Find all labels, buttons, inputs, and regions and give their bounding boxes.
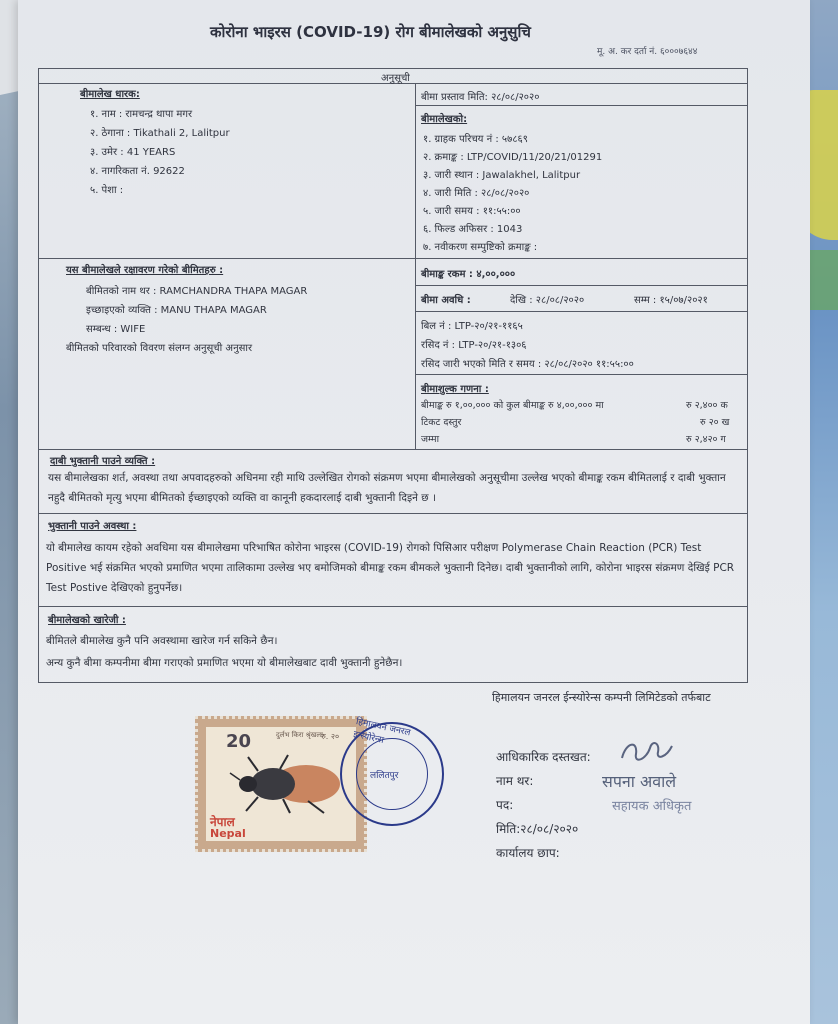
post-label: पद: — [496, 798, 514, 812]
signature-scribble-icon — [616, 734, 676, 770]
policy-holder-line: ३. उमेर : 41 YEARS — [90, 147, 176, 158]
proposal-date: बीमा प्रस्ताव मिति: २८/०८/२०२० — [421, 92, 540, 103]
policy-detail-line: १. ग्राहक परिचय नं : ५७८६९ — [423, 134, 528, 145]
company-line: हिमालयन जनरल ईन्स्योरेन्स कम्पनी लिमिटेडको तर्फबाट — [492, 691, 711, 704]
policy-holder-line: २. ठेगाना : Tikathali 2, Lalitpur — [90, 128, 230, 139]
insured-line: बीमितको परिवारको विवरण संलग्न अनुसूची अनुसार — [66, 343, 253, 354]
signed-name: सपना अवाले — [602, 772, 677, 791]
table-line — [38, 258, 748, 259]
stamp-caption: दुर्लभ किरा श्रृंखला — [276, 731, 323, 739]
policy-holder-line: ५. पेशा : — [90, 185, 124, 196]
claim-person-heading: दाबी भुक्तानी पाउने व्यक्ति : — [50, 456, 156, 467]
policy-holder-line: १. नाम : रामचन्द्र थापा मगर — [90, 109, 193, 120]
seal-center: ललितपुर — [370, 771, 399, 781]
table-line — [38, 606, 748, 607]
name-label: नाम थर: — [496, 774, 534, 788]
table-line — [415, 374, 748, 375]
insured-line: बीमितको नाम थर : RAMCHANDRA THAPA MAGAR — [86, 286, 308, 297]
policy-holder-heading: बीमालेख धारक: — [80, 89, 140, 100]
policy-detail-line: ७. नवीकरण सम्पुष्टिको क्रमाङ्क : — [423, 242, 538, 253]
table-line — [415, 311, 748, 312]
payment-condition-text: यो बीमालेख कायम रहेको अवधिमा यस बीमालेखमा परिभाषित कोरोना भाइरस (COVID-19) रोगको पिसिआर परीक्षण Polymerase Chain Reaction (PCR) Test Positive भई संक्रमित भएको प्रमाणित भएमा तालिकामा उल्लेख भए बमोजिमको बीमाङ्क रकम बीमकले भुक्तानी दिनेछ। दाबी भुक्तानीको लागि, कोरोना भाइरस संक्रमण देखिई PCR Test Postive देखिएको हुनुपर्नेछ। — [46, 542, 735, 594]
premium-heading: बीमाशुल्क गणना : — [421, 384, 489, 395]
table-line — [415, 105, 748, 106]
policy-detail-line: ६. फिल्ड अफिसर : 1043 — [423, 224, 523, 235]
stamp-value: 20 — [226, 731, 252, 752]
receipt-date: रसिद जारी भएको मिति र समय : २८/०८/२०२० ११:५५:०० — [421, 359, 634, 370]
insured-line: इच्छाइएको व्यक्ति : MANU THAPA MAGAR — [86, 305, 267, 316]
premium-row-label: बीमाङ्क रु १,००,००० को कुल बीमाङ्क रु ४,००,००० मा — [421, 400, 604, 411]
stamp-country-np: नेपाल — [210, 815, 235, 829]
premium-row-amount: रु २,४२० ग — [686, 434, 726, 445]
cancellation-line: अन्य कुनै बीमा कम्पनीमा बीमा गराएको प्रमाणित भएमा यो बीमालेखबाट दावी भुक्तानी हुनेछैन। — [46, 657, 403, 669]
schedule-label: अनुसूची — [381, 73, 410, 84]
stamp-value-np: रु. २० — [321, 732, 340, 741]
cancellation-line: बीमितले बीमालेख कुनै पनि अवस्थामा खारेज गर्न सकिने छैन। — [46, 635, 278, 647]
policy-holder-line: ४. नागरिकता नं. 92622 — [90, 166, 185, 177]
premium-row-label: जम्मा — [421, 434, 440, 445]
insured-heading: यस बीमालेखले रक्षावरण गरेको बीमितहरु : — [66, 265, 224, 276]
stamp-country: Nepal — [210, 827, 246, 840]
sum-insured: बीमाङ्क रकम : ४,००,००० — [421, 269, 516, 280]
signed-post: सहायक अधिकृत — [612, 799, 692, 814]
table-line — [415, 285, 748, 286]
period-from: देखि : २८/०८/२०२० — [510, 295, 585, 306]
receipt-number: रसिद नं : LTP-२०/२१-१३०६ — [421, 340, 527, 351]
policy-detail-line: ४. जारी मिति : २८/०८/२०२० — [423, 188, 530, 199]
bill-number: बिल नं : LTP-२०/२१-११६५ — [421, 321, 523, 332]
table-line — [415, 83, 416, 449]
company-seal — [340, 717, 444, 826]
period-to: सम्म : १५/०७/२०२१ — [634, 295, 708, 306]
premium-row-label: टिकट दस्तुर — [421, 417, 462, 428]
office-stamp-label: कार्यालय छाप: — [496, 846, 560, 860]
policy-detail-line: २. क्रमाङ्क : LTP/COVID/11/20/21/01291 — [423, 152, 603, 163]
claim-person-text: यस बीमालेखका शर्त, अवस्था तथा अपवादहरुको अधिनमा रही माथि उल्लेखित रोगको संक्रमण भएमा बीमालेखको अनुसूचीमा उल्लेख भएको बीमाङ्क रकम बीमितलाई र दाबी भुक्तान नहुदै बीमितको मृत्यु भएमा बीमितको ईच्छाइएको व्यक्ति वा कानूनी हकदारलाई दाबी भुक्तानी दिइने छ । — [48, 472, 726, 504]
document-title: कोरोना भाइरस (COVID-19) रोग बीमालेखको अनुसुचि — [210, 23, 531, 41]
beetle-icon — [228, 753, 348, 815]
cancellation-heading: बीमालेखको खारेजी : — [48, 615, 126, 626]
auth-sign-label: आधिकारिक दस्तखत: — [496, 750, 591, 764]
payment-condition-heading: भुक्तानी पाउने अवस्था : — [48, 521, 137, 532]
premium-row-amount: रु २० ख — [700, 417, 730, 428]
insured-line: सम्बन्ध : WIFE — [86, 324, 146, 335]
policy-details-heading: बीमालेखको: — [421, 114, 468, 125]
sign-date: मिति:२८/०८/२०२० — [496, 822, 579, 836]
reference-number: मू. अ. कर दर्ता नं. ६०००७६४४ — [597, 47, 698, 57]
table-line — [38, 513, 748, 514]
policy-detail-line: ५. जारी समय : ११:५५:०० — [423, 206, 521, 217]
background-green-patch — [808, 250, 838, 310]
period-label: बीमा अवधि : — [421, 295, 471, 306]
table-line — [38, 449, 748, 450]
premium-row-amount: रु २,४०० क — [686, 400, 728, 411]
seal-ring-text: हिमालयन जनरल इन्स्योरेन्स — [352, 717, 412, 747]
policy-detail-line: ३. जारी स्थान : Jawalakhel, Lalitpur — [423, 170, 581, 181]
